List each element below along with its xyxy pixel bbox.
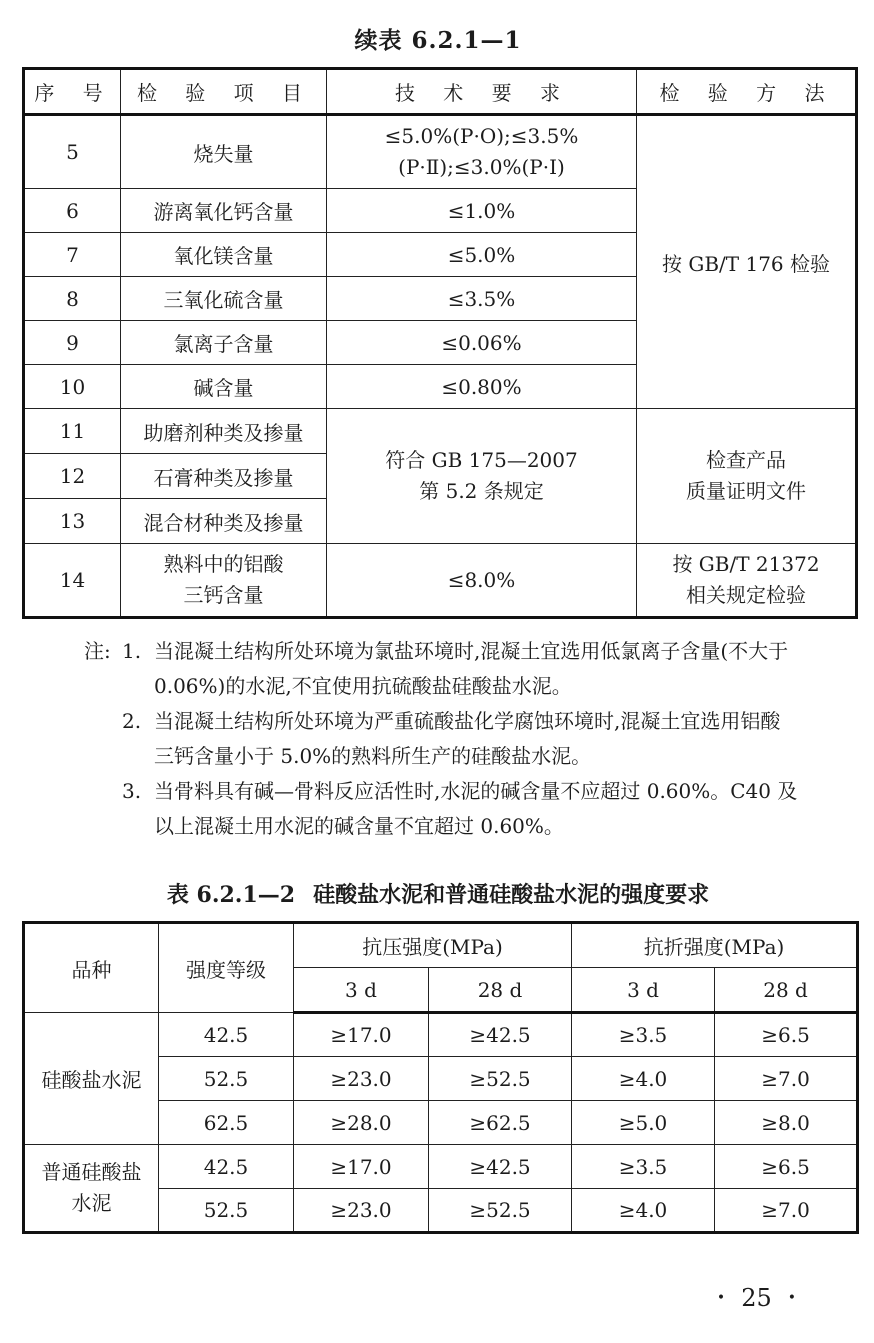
requirement-line: (P·Ⅱ);≤3.0%(P·Ⅰ) xyxy=(398,155,565,179)
note-text-line: 当混凝土结构所处环境为氯盐环境时,混凝土宜选用低氯离子含量(不大于 xyxy=(154,639,789,663)
row-item: 三氧化硫含量 xyxy=(121,277,327,321)
table-row xyxy=(24,1013,858,1057)
value-cell: ≥52.5 xyxy=(429,1189,572,1233)
row-no: 10 xyxy=(24,365,121,409)
row-item: 氧化镁含量 xyxy=(121,233,327,277)
row-item: 氯离子含量 xyxy=(121,321,327,365)
value-cell: ≥17.0 xyxy=(294,1013,429,1057)
footer-right-dot: • xyxy=(787,1290,796,1306)
table2-title xyxy=(22,878,854,909)
row-requirement: ≤3.5% xyxy=(327,277,637,321)
table2-header-compressive: 抗压强度(MPa) xyxy=(294,923,572,968)
page-number-value: 25 xyxy=(741,1284,772,1312)
row-no: 14 xyxy=(24,544,121,618)
table2-header-row-1 xyxy=(24,923,858,968)
row-requirement: ≤1.0% xyxy=(327,189,637,233)
value-cell: ≥6.5 xyxy=(715,1013,858,1057)
row-requirement xyxy=(327,115,637,189)
row-no: 13 xyxy=(24,499,121,544)
row-item: 烧失量 xyxy=(121,115,327,189)
table1-header-method: 检 验 方 法 xyxy=(637,69,857,115)
table2-header-grade: 强度等级 xyxy=(159,923,294,1013)
variety-cell xyxy=(24,1145,159,1233)
table2-header-variety: 品种 xyxy=(24,923,159,1013)
row-no: 8 xyxy=(24,277,121,321)
value-cell: ≥7.0 xyxy=(715,1057,858,1101)
requirement-line: 第 5.2 条规定 xyxy=(419,479,544,503)
note-text-line: 三钙含量小于 5.0%的熟料所生产的硅酸盐水泥。 xyxy=(154,744,592,768)
row-item xyxy=(121,544,327,618)
table2-header-3d: 3 d xyxy=(294,968,429,1013)
table1-header-requirement: 技 术 要 求 xyxy=(327,69,637,115)
value-cell: ≥8.0 xyxy=(715,1101,858,1145)
page-number xyxy=(701,1284,812,1312)
notes-label: 注: xyxy=(84,639,111,663)
row-no: 7 xyxy=(24,233,121,277)
table2-header-flexural: 抗折强度(MPa) xyxy=(572,923,858,968)
table-row xyxy=(24,544,857,618)
value-cell: ≥7.0 xyxy=(715,1189,858,1233)
value-cell: ≥42.5 xyxy=(429,1145,572,1189)
table2-header-28d: 28 d xyxy=(715,968,858,1013)
row-item: 助磨剂种类及掺量 xyxy=(121,409,327,454)
note-number: 2. xyxy=(122,709,142,733)
notes-label-spacer xyxy=(84,704,122,774)
row-item: 石膏种类及掺量 xyxy=(121,454,327,499)
note-text-line: 以上混凝土用水泥的碱含量不宜超过 0.60%。 xyxy=(154,814,564,838)
row-requirement: ≤8.0% xyxy=(327,544,637,618)
value-cell: ≥6.5 xyxy=(715,1145,858,1189)
note-item xyxy=(84,704,856,774)
value-cell: ≥4.0 xyxy=(572,1189,715,1233)
strength-requirements-table xyxy=(22,921,859,1234)
value-cell: ≥52.5 xyxy=(429,1057,572,1101)
note-text-line: 当混凝土结构所处环境为严重硫酸盐化学腐蚀环境时,混凝土宜选用铝酸 xyxy=(154,709,781,733)
note-number: 3. xyxy=(122,779,142,803)
table-row xyxy=(24,1145,858,1189)
value-cell: ≥28.0 xyxy=(294,1101,429,1145)
note-item xyxy=(84,774,856,844)
method-line: 质量证明文件 xyxy=(686,479,806,503)
grade-cell: 42.5 xyxy=(159,1145,294,1189)
item-line: 熟料中的铝酸 xyxy=(163,552,284,576)
value-cell: ≥23.0 xyxy=(294,1057,429,1101)
row-requirement-merged xyxy=(327,409,637,544)
grade-cell: 42.5 xyxy=(159,1013,294,1057)
table-row xyxy=(24,115,857,189)
note-number: 1. xyxy=(122,639,142,663)
notes-label-spacer xyxy=(84,774,122,844)
row-no: 11 xyxy=(24,409,121,454)
grade-cell: 62.5 xyxy=(159,1101,294,1145)
grade-cell: 52.5 xyxy=(159,1057,294,1101)
footer-left-dot: • xyxy=(716,1290,726,1306)
grade-cell: 52.5 xyxy=(159,1189,294,1233)
method-line: 按 GB/T 21372 xyxy=(672,552,820,576)
value-cell: ≥23.0 xyxy=(294,1189,429,1233)
table2-title-label: 表 6.2.1—2 xyxy=(166,882,296,908)
row-item: 碱含量 xyxy=(121,365,327,409)
note-text-line: 0.06%)的水泥,不宜使用抗硫酸盐硅酸盐水泥。 xyxy=(154,674,572,698)
inspection-items-table xyxy=(22,67,858,619)
variety-line: 普通硅酸盐 xyxy=(41,1160,142,1184)
row-no: 12 xyxy=(24,454,121,499)
requirement-line: 符合 GB 175—2007 xyxy=(385,448,578,472)
requirement-line: ≤5.0%(P·O);≤3.5% xyxy=(384,124,579,148)
table1-header-item: 检 验 项 目 xyxy=(121,69,327,115)
table1-header-row xyxy=(24,69,857,115)
row-item: 混合材种类及掺量 xyxy=(121,499,327,544)
row-method-merged xyxy=(637,409,857,544)
table2-header-28d: 28 d xyxy=(429,968,572,1013)
row-no: 5 xyxy=(24,115,121,189)
value-cell: ≥5.0 xyxy=(572,1101,715,1145)
value-cell: ≥42.5 xyxy=(429,1013,572,1057)
method-line: 相关规定检验 xyxy=(686,583,806,607)
row-no: 9 xyxy=(24,321,121,365)
value-cell: ≥62.5 xyxy=(429,1101,572,1145)
method-line: 检查产品 xyxy=(706,448,786,472)
value-cell: ≥3.5 xyxy=(572,1013,715,1057)
row-requirement: ≤0.06% xyxy=(327,321,637,365)
note-item xyxy=(84,634,856,704)
note-text-line: 当骨料具有碱—骨料反应活性时,水泥的碱含量不应超过 0.60%。C40 及 xyxy=(154,779,798,803)
table1-header-no: 序 号 xyxy=(24,69,121,115)
value-cell: ≥4.0 xyxy=(572,1057,715,1101)
value-cell: ≥3.5 xyxy=(572,1145,715,1189)
row-no: 6 xyxy=(24,189,121,233)
row-requirement: ≤0.80% xyxy=(327,365,637,409)
row-method xyxy=(637,544,857,618)
variety-line: 水泥 xyxy=(71,1191,112,1215)
variety-cell: 硅酸盐水泥 xyxy=(24,1013,159,1145)
row-item: 游离氧化钙含量 xyxy=(121,189,327,233)
row-method-merged: 按 GB/T 176 检验 xyxy=(637,115,857,409)
notes-section xyxy=(84,634,856,844)
row-requirement: ≤5.0% xyxy=(327,233,637,277)
value-cell: ≥17.0 xyxy=(294,1145,429,1189)
table1-title: 续表 6.2.1—1 xyxy=(354,27,522,54)
table2-title-text: 硅酸盐水泥和普通硅酸盐水泥的强度要求 xyxy=(313,882,710,908)
item-line: 三钙含量 xyxy=(183,583,264,607)
table2-header-3d: 3 d xyxy=(572,968,715,1013)
table-row xyxy=(24,409,857,454)
